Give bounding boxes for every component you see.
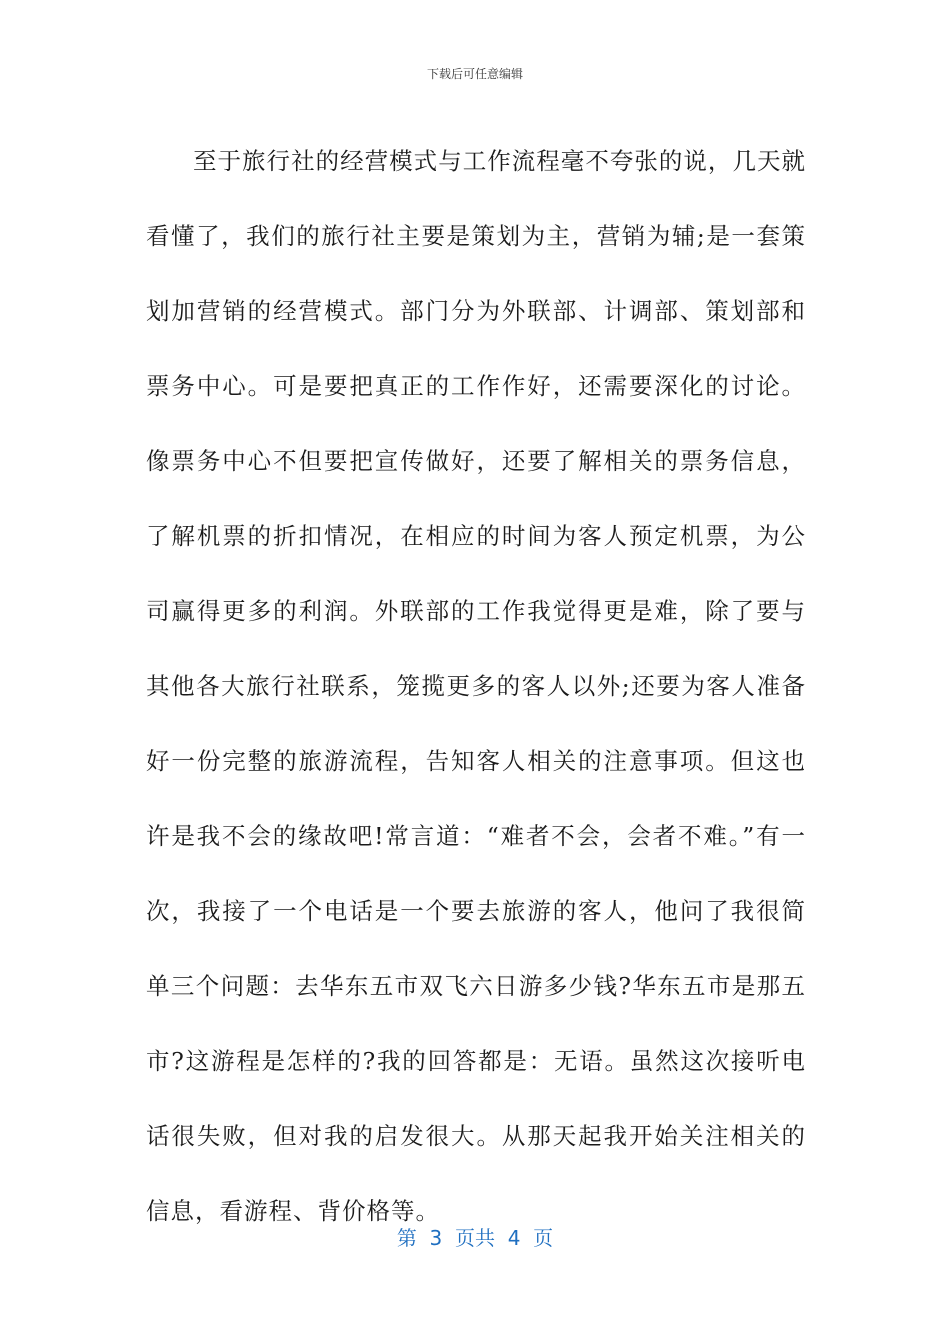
page-header-note: 下载后可任意编辑 — [426, 67, 523, 81]
body-paragraph: 至于旅行社的经营模式与工作流程毫不夸张的说，几天就看懂了，我们的旅行社主要是策划为主，营销为辅;是一套策划加营销的经营模式。部门分为外联部、计调部、策划部和票务中心。可是要把真正的工作作好，还需要深化的讨论。像票务中心不但要把宣传做好，还要了解相关的票务信息，了解机票的折扣情况，在相应的时间为客人预定机票，为公司赢得更多的利润。外联部的工作我觉得更是难，除了要与其他各大旅行社联系，笼揽更多的客人以外;还要为客人准备好一份完整的旅游流程，告知客人相关的注意事项。但这也许是我不会的缘故吧!常言道：“难者不会，会者不难。”有一次，我接了一个电话是一个要去旅游的客人，他问了我很简单三个问题：去华东五市双飞六日游多少钱?华东五市是那五市?这游程是怎样的?我的回答都是：无语。虽然这次接听电话很失败，但对我的启发很大。从那天起我开始关注相关的信息，看游程、背价格等。 — [146, 147, 806, 1225]
page-number: 第 3 页共 4 页 — [396, 1226, 554, 1250]
